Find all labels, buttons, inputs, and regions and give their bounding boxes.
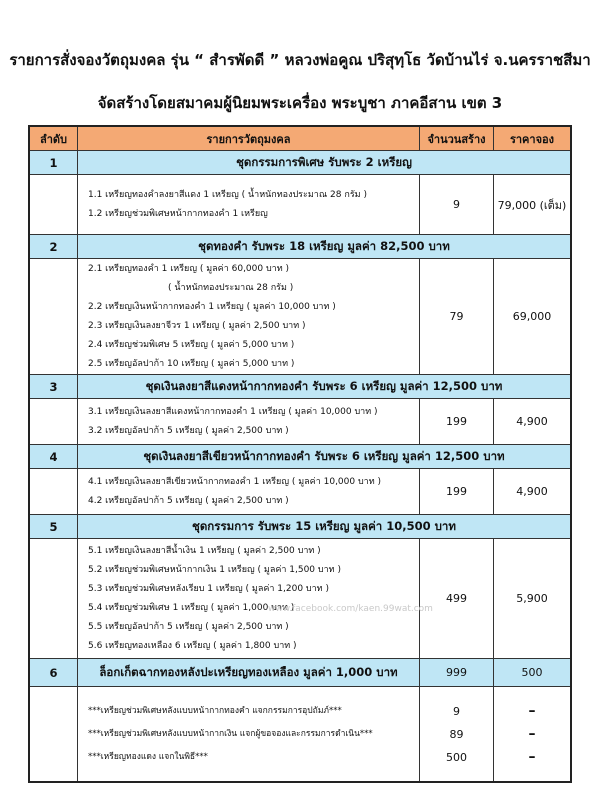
list-item: 5.2 เหรียญช่วมพิเศษหน้ากากเงิน 1 เหรียญ ( มูลค่า 1,500 บาท ) [88,564,341,575]
list-item: 5.6 เหรียญทองเหลือง 6 เหรียญ ( มูลค่า 1,800 บาท ) [88,640,297,651]
set-detail-3 [30,399,570,445]
header-qty: จำนวนสร้าง [427,132,486,146]
set-price: 500 [521,666,543,679]
list-item: 5.3 เหรียญช่วมพิเศษหลังเรียบ 1 เหรียญ ( มูลค่า 1,200 บาท ) [88,583,329,594]
extras-row [30,687,570,781]
order-table [28,125,572,783]
list-item: 2.3 เหรียญเงินลงยาจีวร 1 เหรียญ ( มูลค่า 2,500 บาท ) [88,320,306,331]
set-number: 1 [49,155,58,170]
list-item: ***เหรียญทองแดง แจกในพิธี*** [88,751,208,762]
set-qty: 9 [453,198,460,211]
set-price: 5,900 [516,592,548,605]
list-item: 5.5 เหรียญอัลปาก้า 5 เหรียญ ( มูลค่า 2,500 บาท ) [88,621,289,632]
set-number: 6 [49,665,58,680]
set-qty: 999 [446,666,467,679]
extra-price: – [528,702,536,719]
set-band-4 [30,445,570,469]
set-detail-1 [30,175,570,235]
set-price: 4,900 [516,415,548,428]
list-item: 2.4 เหรียญช่วมพิเศษ 5 เหรียญ ( มูลค่า 5,000 บาท ) [88,339,295,350]
list-item: 2.2 เหรียญเงินหน้ากากทองคำ 1 เหรียญ ( มูลค่า 10,000 บาท ) [88,301,336,312]
list-item: 1.2 เหรียญช่วมพิเศษหน้ากากทองคำ 1 เหรียญ [88,208,268,219]
set-title: ล็อกเก็ตฉากทองหลังปะเหรียญทองเหลือง มูลค่า 1,000 บาท [99,664,398,679]
header-item: รายการวัตถุมงคล [206,132,291,146]
extra-qty: 89 [449,727,464,741]
table-header [30,127,570,151]
set-title: ชุดทองคำ รับพระ 18 เหรียญ มูลค่า 82,500 บาท [198,238,450,253]
set-band-6 [30,659,570,687]
set-band-2 [30,235,570,259]
list-item: 4.2 เหรียญอัลปาก้า 5 เหรียญ ( มูลค่า 2,500 บาท ) [88,495,289,506]
set-title: ชุดเงินลงยาสีเขียวหน้ากากทองคำ รับพระ 6 เหรียญ มูลค่า 12,500 บาท [143,448,505,463]
set-number: 3 [49,379,58,394]
list-item: ***เหรียญช่วมพิเศษหลังแบบหน้ากากทองคำ แจกกรรมการอุปถัมภ์*** [88,705,342,716]
extra-qty: 500 [446,750,467,764]
list-item: ***เหรียญช่วมพิเศษหลังแบบหน้ากากเงิน แจกผู้ขอจองและกรรมการดำเนิน*** [88,728,373,739]
list-item: ( น้ำหนักทองประมาณ 28 กรัม ) [168,282,294,293]
watermark-text: www.facebook.com/kaen.99wat.com [268,604,433,614]
set-band-1 [30,151,570,175]
list-item: 4.1 เหรียญเงินลงยาสีเขียวหน้ากากทองคำ 1 เหรียญ ( มูลค่า 10,000 บาท ) [88,476,382,487]
extra-price: – [528,725,536,742]
set-detail-2 [30,259,570,375]
set-title: ชุดกรรมการพิเศษ รับพระ 2 เหรียญ [236,154,412,169]
list-item: 1.1 เหรียญทองคำลงยาสีแดง 1 เหรียญ ( น้ำหนักทองประมาณ 28 กรัม ) [88,189,367,200]
set-title: ชุดเงินลงยาสีแดงหน้ากากทองคำ รับพระ 6 เหรียญ มูลค่า 12,500 บาท [145,378,503,393]
document-title: รายการสั่งจองวัตถุมงคล รุ่น “ สำรพัดดี ” หลวงพ่อคูณ ปริสุทฺโธ วัดบ้านไร่ จ.นครราชสีมา [9,51,591,69]
list-item: 3.1 เหรียญเงินลงยาสีแดงหน้ากากทองคำ 1 เหรียญ ( มูลค่า 10,000 บาท ) [88,406,378,417]
set-number: 4 [49,449,58,464]
set-price: 79,000 (เต็ม) [497,198,567,212]
header-no: ลำดับ [39,132,68,146]
list-item: 3.2 เหรียญอัลปาก้า 5 เหรียญ ( มูลค่า 2,500 บาท ) [88,425,289,436]
header-price: ราคาจอง [509,132,555,146]
extra-qty: 9 [453,704,460,718]
set-band-3 [30,375,570,399]
set-price: 4,900 [516,485,548,498]
set-number: 5 [49,519,58,534]
set-detail-5 [30,539,570,659]
set-number: 2 [49,239,58,254]
set-price: 69,000 [512,310,552,323]
set-qty: 199 [446,485,467,498]
set-qty: 79 [449,310,464,323]
list-item: 5.4 เหรียญช่วมพิเศษ 1 เหรียญ ( มูลค่า 1,000 บาท ) [88,602,295,613]
set-band-5 [30,515,570,539]
set-detail-4 [30,469,570,515]
document-subtitle: จัดสร้างโดยสมาคมผู้นิยมพระเครื่อง พระบูชา ภาคอีสาน เขต 3 [97,94,503,112]
set-title: ชุดกรรมการ รับพระ 15 เหรียญ มูลค่า 10,500 บาท [192,518,456,533]
list-item: 5.1 เหรียญเงินลงยาสีน้ำเงิน 1 เหรียญ ( มูลค่า 2,500 บาท ) [88,545,321,556]
extra-price: – [528,748,536,765]
list-item: 2.5 เหรียญอัลปาก้า 10 เหรียญ ( มูลค่า 5,000 บาท ) [88,358,295,369]
list-item: 2.1 เหรียญทองคำ 1 เหรียญ ( มูลค่า 60,000 บาท ) [88,263,290,274]
set-qty: 199 [446,415,467,428]
set-qty: 499 [446,592,467,605]
